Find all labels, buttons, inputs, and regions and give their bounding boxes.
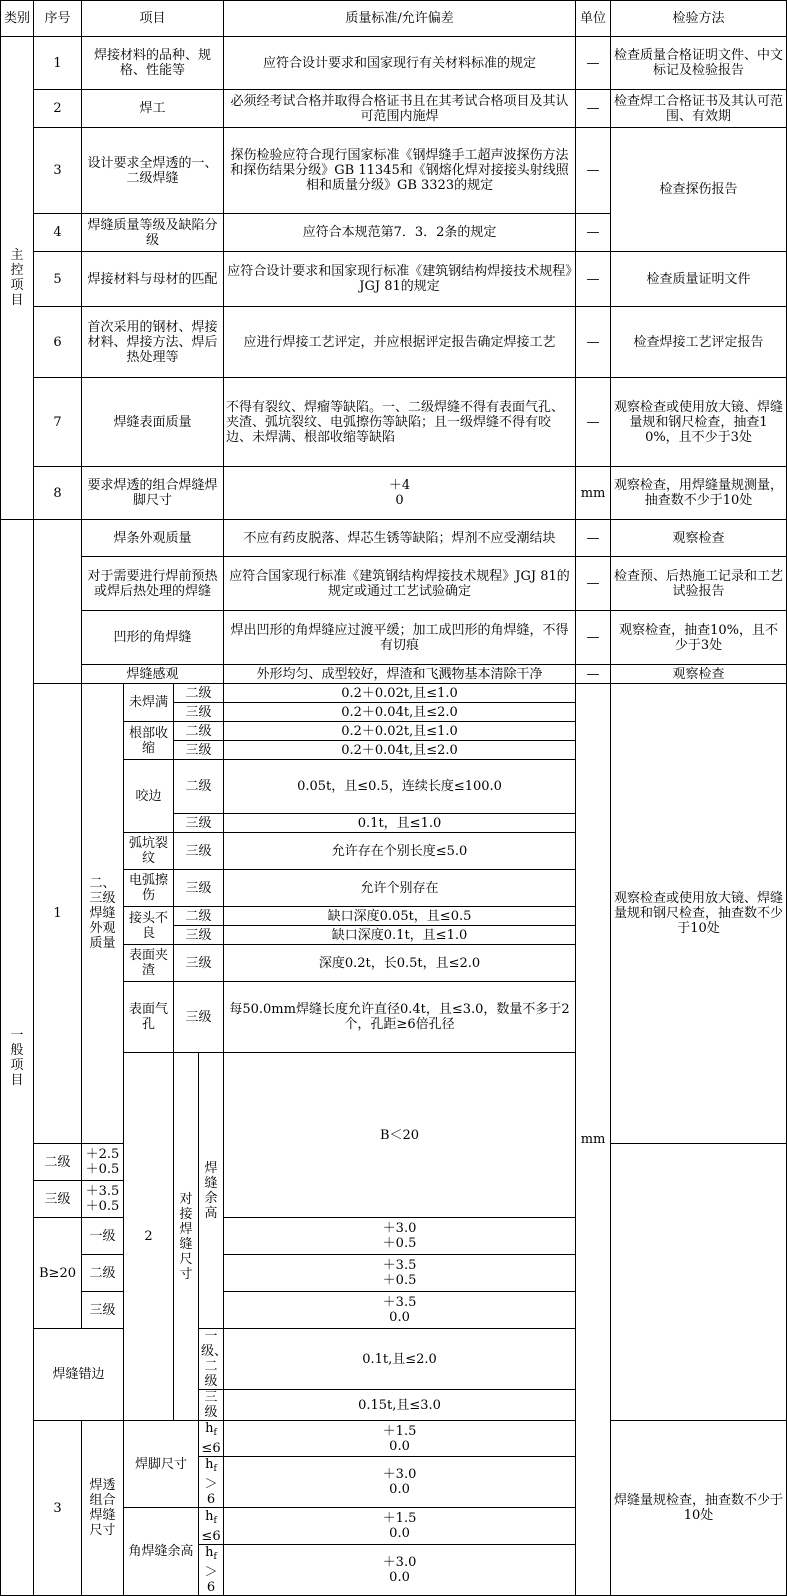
standard-cell: 允许存在个别长度≤5.0 bbox=[224, 833, 576, 870]
grade-cell: 二级 bbox=[174, 760, 224, 814]
standard-cell: 不得有裂纹、焊瘤等缺陷。一、二级焊缝不得有表面气孔、夹渣、弧坑裂纹、电弧擦伤等缺陷；且一级焊缝不得有咬边、未焊满、根部收缩等缺陷 bbox=[224, 378, 576, 467]
grade-cell: 二级 bbox=[174, 907, 224, 926]
h-subscript: f bbox=[213, 1552, 217, 1562]
seq-cell: 2 bbox=[124, 1053, 174, 1421]
seq-cell: 7 bbox=[34, 378, 82, 467]
b-less-20: B＜20 bbox=[224, 1053, 576, 1218]
item-cell: 焊工 bbox=[82, 90, 224, 128]
table-row bbox=[1, 467, 787, 520]
standard-cell: 0.2＋0.02t,且≤1.0 bbox=[224, 684, 576, 703]
standard-cell: 0.2＋0.04t,且≤2.0 bbox=[224, 703, 576, 722]
table-row bbox=[1, 1218, 787, 1255]
std-lower: 0.0 bbox=[389, 1438, 410, 1454]
h-symbol: h bbox=[205, 1421, 214, 1436]
grade-cell: 二级 bbox=[174, 684, 224, 703]
unit-cell: — bbox=[576, 378, 611, 467]
table-row bbox=[1, 378, 787, 467]
table-row bbox=[1, 307, 787, 378]
item-cell: 要求焊透的组合焊缝焊脚尺寸 bbox=[82, 467, 224, 520]
defect-name: 未焊满 bbox=[124, 684, 174, 722]
standard-cell: 探伤检验应符合现行国家标准《钢焊缝手工超声波探伤方法和探伤结果分级》GB 11345和《钢熔化焊对接接头射线照相和质量分级》GB 3323的规定 bbox=[224, 128, 576, 214]
table-row bbox=[1, 1292, 787, 1329]
standard-cell bbox=[224, 1255, 576, 1292]
item-cell: 焊缝感观 bbox=[82, 665, 224, 684]
header-category: 类别 bbox=[1, 1, 34, 37]
standard-cell bbox=[224, 1218, 576, 1255]
unit-cell: — bbox=[576, 128, 611, 214]
grade-cell: 三级 bbox=[174, 703, 224, 722]
method-cell: 观察检查 bbox=[611, 665, 787, 684]
item-cell: 二、三级焊缝外观质量 bbox=[82, 684, 124, 1144]
header-unit: 单位 bbox=[576, 1, 611, 37]
method-cell: 观察检查或使用放大镜、焊缝量规和钢尺检查，抽查数不少于10处 bbox=[611, 684, 787, 1144]
standard-cell bbox=[224, 467, 576, 520]
category-general: 一般项目 bbox=[1, 520, 34, 1596]
table-row bbox=[1, 252, 787, 307]
method-cell: 观察检查，抽查10%，且不少于3处 bbox=[611, 611, 787, 665]
grade-cell: 三级 bbox=[174, 870, 224, 907]
standard-cell: 0.15t,且≤3.0 bbox=[224, 1390, 576, 1421]
method-cell: 检查质量证明文件 bbox=[611, 252, 787, 307]
std-lower: 0.0 bbox=[389, 1310, 410, 1325]
item-cell: 焊缝质量等级及缺陷分级 bbox=[82, 214, 224, 252]
header-seq: 序号 bbox=[34, 1, 82, 37]
seq-cell: 3 bbox=[34, 128, 82, 214]
seq-cell: 2 bbox=[34, 90, 82, 128]
table-row bbox=[1, 1421, 787, 1457]
standard-cell: 0.2＋0.02t,且≤1.0 bbox=[224, 722, 576, 741]
unit-cell: — bbox=[576, 252, 611, 307]
seq-cell: 5 bbox=[34, 252, 82, 307]
standard-cell: 0.05t，且≤0.5，连续长度≤100.0 bbox=[224, 760, 576, 814]
header-standard: 质量标准/允许偏差 bbox=[224, 1, 576, 37]
item-cell: 凹形的角焊缝 bbox=[82, 611, 224, 665]
b-ge-20: B≥20 bbox=[34, 1218, 82, 1329]
unit-cell: — bbox=[576, 557, 611, 611]
item-cell: 首次采用的钢材、焊接材料、焊接方法、焊后热处理等 bbox=[82, 307, 224, 378]
item-cell: 焊条外观质量 bbox=[82, 520, 224, 557]
defect-name: 表面气孔 bbox=[124, 982, 174, 1053]
defect-name: 电弧擦伤 bbox=[124, 870, 174, 907]
method-cell: 检查质量合格证明文件、中文标记及检验报告 bbox=[611, 37, 787, 90]
std-lower: 0.0 bbox=[389, 1570, 410, 1585]
condition-value: ＞6 bbox=[204, 1565, 218, 1595]
grade-cell: 二级 bbox=[34, 1144, 82, 1181]
table-row bbox=[1, 37, 787, 90]
grade-cell: 三级 bbox=[82, 1292, 124, 1329]
table-row bbox=[1, 557, 787, 611]
standard-cell: 外形均匀、成型较好，焊渣和飞溅物基本清除干净 bbox=[224, 665, 576, 684]
standard-cell: 应符合设计要求和国家现行标准《建筑钢结构焊接技术规程》JGJ 81的规定 bbox=[224, 252, 576, 307]
unit-cell: — bbox=[576, 611, 611, 665]
header-item: 项目 bbox=[82, 1, 224, 37]
std-lower: ＋0.5 bbox=[382, 1236, 417, 1251]
seq-cell: 1 bbox=[34, 684, 82, 1144]
h-symbol: h bbox=[205, 1508, 214, 1524]
std-upper: ＋2.5 bbox=[85, 1147, 120, 1162]
defect-name: 弧坑裂纹 bbox=[124, 833, 174, 870]
grade-cell: 三级 bbox=[34, 1181, 82, 1218]
leg-size-label: 焊脚尺寸 bbox=[124, 1421, 199, 1508]
standard-cell bbox=[224, 1508, 576, 1545]
std-lower: 0.0 bbox=[389, 1526, 410, 1541]
reinforcement-label: 焊缝余高 bbox=[199, 1053, 224, 1329]
method-cell: 检查预、后热施工记录和工艺试验报告 bbox=[611, 557, 787, 611]
table-row bbox=[1, 1329, 787, 1390]
defect-name: 咬边 bbox=[124, 760, 174, 833]
grade-cell: 三级 bbox=[174, 741, 224, 760]
grade-cell: 一级、二级 bbox=[199, 1329, 224, 1390]
standard-cell: 0.2＋0.04t,且≤2.0 bbox=[224, 741, 576, 760]
h-subscript: f bbox=[213, 1464, 217, 1474]
header-row bbox=[1, 1, 787, 37]
table-row bbox=[1, 520, 787, 557]
item-cell: 对于需要进行焊前预热或焊后热处理的焊缝 bbox=[82, 557, 224, 611]
standard-cell: 不应有药皮脱落、焊芯生锈等缺陷；焊剂不应受潮结块 bbox=[224, 520, 576, 557]
condition-value: ＞6 bbox=[204, 1477, 218, 1507]
standard-cell bbox=[224, 1545, 576, 1596]
std-upper: ＋3.5 bbox=[85, 1184, 120, 1199]
condition-cell bbox=[199, 1508, 224, 1545]
method-cell: 检查焊接工艺评定报告 bbox=[611, 307, 787, 378]
standard-cell: 焊出凹形的角焊缝应过渡平缓；加工成凹形的角焊缝，不得有切痕 bbox=[224, 611, 576, 665]
condition-value: ≤6 bbox=[201, 1528, 221, 1544]
method-cell: 观察检查或使用放大镜、焊缝量规和钢尺检查，抽查10%，且不少于3处 bbox=[611, 378, 787, 467]
std-upper: ＋3.0 bbox=[382, 1467, 417, 1482]
condition-value: ≤6 bbox=[201, 1441, 221, 1456]
h-symbol: h bbox=[205, 1457, 214, 1472]
unit-cell: mm bbox=[576, 684, 611, 1596]
std-upper: ＋1.5 bbox=[382, 1423, 417, 1439]
standard-cell: 应符合国家现行标准《建筑钢结构焊接技术规程》JGJ 81的规定或通过工艺试验确定 bbox=[224, 557, 576, 611]
standard-upper: ＋4 bbox=[388, 478, 411, 493]
standard-cell: 允许个别存在 bbox=[224, 870, 576, 907]
method-cell: 观察检查 bbox=[611, 520, 787, 557]
item-cell: 设计要求全焊透的一、二级焊缝 bbox=[82, 128, 224, 214]
standard-cell: 0.1t，且≤1.0 bbox=[224, 814, 576, 833]
grade-cell: 三级 bbox=[174, 982, 224, 1053]
table-row bbox=[1, 611, 787, 665]
standard-cell: 应进行焊接工艺评定，并应根据评定报告确定焊接工艺 bbox=[224, 307, 576, 378]
seq-cell: 6 bbox=[34, 307, 82, 378]
unit-cell: — bbox=[576, 307, 611, 378]
item-cell: 焊接材料的品种、规格、性能等 bbox=[82, 37, 224, 90]
defect-name: 表面夹渣 bbox=[124, 945, 174, 982]
grade-cell: 一级 bbox=[82, 1218, 124, 1255]
standard-cell: 缺口深度0.05t，且≤0.5 bbox=[224, 907, 576, 926]
h-subscript: f bbox=[213, 1515, 217, 1526]
grade-cell: 三级 bbox=[174, 814, 224, 833]
standard-cell bbox=[82, 1144, 124, 1181]
condition-cell bbox=[199, 1421, 224, 1457]
table-row bbox=[1, 1255, 787, 1292]
standard-cell: 0.1t,且≤2.0 bbox=[224, 1329, 576, 1390]
condition-cell bbox=[199, 1545, 224, 1596]
standard-cell bbox=[224, 1292, 576, 1329]
seq-cell bbox=[34, 520, 82, 684]
grade-cell: 三级 bbox=[174, 926, 224, 945]
method-cell: 检查焊工合格证书及其认可范围、有效期 bbox=[611, 90, 787, 128]
unit-cell: — bbox=[576, 520, 611, 557]
fillet-label: 角焊缝余高 bbox=[124, 1508, 199, 1596]
unit-cell: — bbox=[576, 90, 611, 128]
standard-cell bbox=[224, 1421, 576, 1457]
standard-cell bbox=[224, 1457, 576, 1508]
unit-cell: — bbox=[576, 665, 611, 684]
defect-name: 接头不良 bbox=[124, 907, 174, 945]
unit-cell: — bbox=[576, 214, 611, 252]
item-cell: 焊缝表面质量 bbox=[82, 378, 224, 467]
grade-cell: 三级 bbox=[199, 1390, 224, 1421]
standard-cell bbox=[82, 1181, 124, 1218]
standard-cell: 每50.0mm焊缝长度允许直径0.4t，且≤3.0，数量不多于2个，孔距≥6倍孔径 bbox=[224, 982, 576, 1053]
misalign-label: 焊缝错边 bbox=[34, 1329, 124, 1421]
defect-name: 根部收缩 bbox=[124, 722, 174, 760]
table-row bbox=[1, 128, 787, 214]
h-symbol: h bbox=[205, 1545, 214, 1560]
standard-lower: 0 bbox=[395, 493, 404, 508]
standard-cell: 深度0.2t，长0.5t，且≤2.0 bbox=[224, 945, 576, 982]
std-lower: ＋0.5 bbox=[85, 1162, 120, 1177]
unit-cell: — bbox=[576, 37, 611, 90]
standard-cell: 应符合设计要求和国家现行有关材料标准的规定 bbox=[224, 37, 576, 90]
table-row bbox=[1, 684, 787, 703]
method-cell: 观察检查，用焊缝量规测量，抽查数不少于10处 bbox=[611, 467, 787, 520]
condition-cell bbox=[199, 1457, 224, 1508]
grade-cell: 二级 bbox=[82, 1255, 124, 1292]
seq-cell: 1 bbox=[34, 37, 82, 90]
method-cell: 检查探伤报告 bbox=[611, 128, 787, 252]
category-main-control: 主控项目 bbox=[1, 37, 34, 520]
standard-cell: 必须经考试合格并取得合格证书且在其考试合格项目及其认可范围内施焊 bbox=[224, 90, 576, 128]
std-upper: ＋3.5 bbox=[382, 1258, 417, 1273]
grade-cell: 三级 bbox=[174, 945, 224, 982]
standard-cell: 应符合本规范第7．3．2条的规定 bbox=[224, 214, 576, 252]
table-row bbox=[1, 665, 787, 684]
unit-cell: mm bbox=[576, 467, 611, 520]
item-cell: 焊接材料与母材的匹配 bbox=[82, 252, 224, 307]
table-row bbox=[1, 90, 787, 128]
h-subscript: f bbox=[213, 1428, 217, 1438]
std-upper: ＋3.0 bbox=[382, 1221, 417, 1236]
std-lower: 0.0 bbox=[389, 1482, 410, 1497]
seq-cell: 3 bbox=[34, 1421, 82, 1596]
standard-cell: 缺口深度0.1t，且≤1.0 bbox=[224, 926, 576, 945]
header-method: 检验方法 bbox=[611, 1, 787, 37]
seq-cell: 4 bbox=[34, 214, 82, 252]
method-cell: 焊缝量规检查，抽查数不少于10处 bbox=[611, 1421, 787, 1596]
item-cell: 对接焊缝尺寸 bbox=[174, 1053, 199, 1421]
std-upper: ＋1.5 bbox=[382, 1511, 417, 1526]
std-upper: ＋3.0 bbox=[382, 1555, 417, 1570]
grade-cell: 三级 bbox=[174, 833, 224, 870]
std-lower: ＋0.5 bbox=[85, 1199, 120, 1214]
std-lower: ＋0.5 bbox=[382, 1273, 417, 1288]
seq-cell: 8 bbox=[34, 467, 82, 520]
grade-cell: 二级 bbox=[174, 722, 224, 741]
item-cell: 焊透组合焊缝尺寸 bbox=[82, 1421, 124, 1596]
std-upper: ＋3.5 bbox=[382, 1295, 417, 1310]
